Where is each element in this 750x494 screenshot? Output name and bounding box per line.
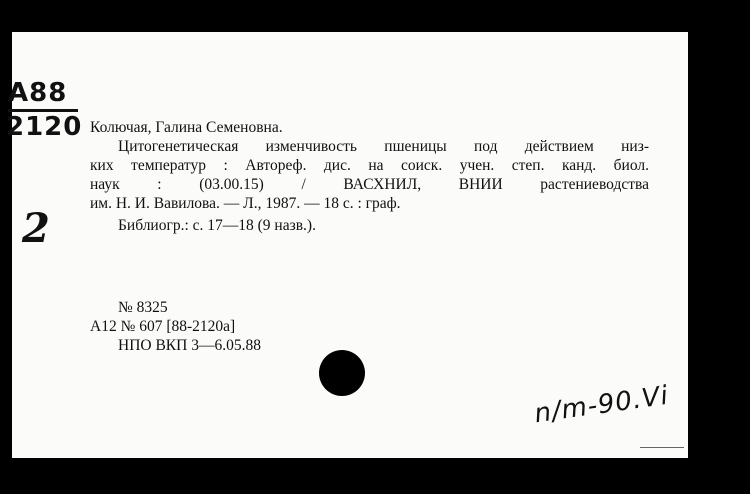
- punch-hole: [319, 350, 365, 396]
- bibliography-note: Библиогр.: с. 17—18 (9 назв.).: [118, 217, 316, 234]
- handwritten-note: n/m-90.Vi: [532, 380, 671, 430]
- title-line-4: им. Н. И. Вавилова. — Л., 1987. — 18 с. : граф.: [90, 195, 401, 212]
- a12-number: А12 № 607 [88-2120а]: [90, 318, 236, 335]
- npo-vkp-line: НПО ВКП 3—6.05.88: [118, 337, 261, 354]
- title-line-3: наук : (03.00.15) / ВАСХНИЛ, ВНИИ растениеводства: [90, 176, 649, 193]
- edge-dash: [640, 447, 684, 448]
- title-line-1: Цитогенетическая изменчивость пшеницы под действием низ-: [118, 138, 649, 155]
- author-heading: Колючая, Галина Семеновна.: [90, 119, 283, 136]
- shelfmark-line-2: 2120: [6, 112, 83, 142]
- title-line-2: ких температур : Автореф. дис. на соиск. учен. степ. канд. биол.: [90, 157, 649, 174]
- shelfmark-line-1: A88: [8, 78, 68, 108]
- margin-mark: 2: [22, 205, 51, 252]
- inventory-number: № 8325: [118, 299, 168, 316]
